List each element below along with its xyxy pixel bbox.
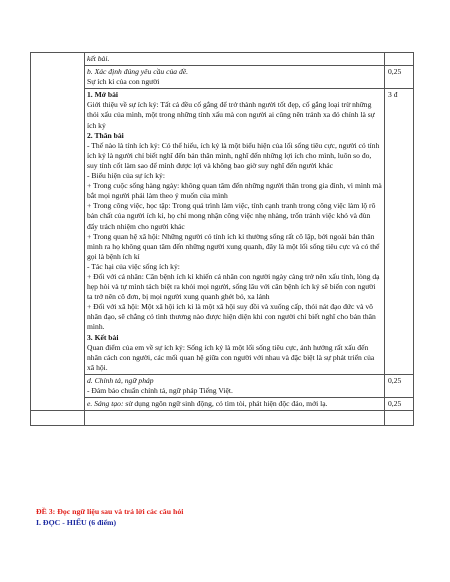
- table-row: [31, 89, 414, 375]
- table-row: [31, 66, 414, 89]
- exam-title: ĐỀ 3: Đọc ngữ liệu sau và trả lời các câu hỏi: [36, 507, 184, 516]
- score-e: 0,25: [385, 398, 414, 411]
- criterion-c: [85, 89, 385, 375]
- criterion-d-line: - Đảm bảo chuẩn chính tả, ngữ pháp Tiếng Việt.: [87, 386, 233, 395]
- empty-score-cell: [385, 53, 414, 66]
- paragraph-line: Giới thiệu về sự ích kỷ: Tất cả đều cố gắng để trở thành người tốt đẹp, cố gắng loại trừ những thói xấu của mình, một trong những tính xấu mà con người ai cũng nên tránh xa đó chính là sự ích kỷ: [87, 100, 375, 130]
- paragraph-line: - Biểu hiện của sự ích kỷ:: [87, 171, 165, 181]
- merged-left-cell: [31, 53, 85, 411]
- paragraph-line: + Trong công việc, học tập: Trong quá trình làm việc, tính cạnh tranh trong công việc làm lộ rõ bản chất của người ích kỉ, họ chỉ mong nhận công việc nhẹ nhàng, trốn tránh việc khó và đùn đẩy trách nhiệm cho người khác: [87, 201, 376, 231]
- empty-cell: [85, 411, 385, 426]
- section-heading: 2. Thân bài: [87, 130, 124, 140]
- table-row: [31, 374, 414, 397]
- paragraph-line: Quan điểm của em về sự ích kỷ: Sống ích kỷ là một lối sống tiêu cực, ảnh hưởng rất xấu đến nhân cách con người, các mối quan hệ giữa con người với nhau và đặc biệt là sự phát triển của xã hội.: [87, 342, 375, 372]
- criterion-d-title: d. Chính tả, ngữ pháp: [87, 375, 154, 385]
- table-row: [31, 398, 414, 411]
- criterion-e-line: sử dụng ngôn ngữ sinh động, có tìm tòi, phát hiện độc đáo, mới lạ.: [123, 399, 328, 409]
- paragraph-line: + Trong quan hệ xã hội: Những người có tính ích kỉ thường sống rất cô lập, bởi ngoài bản thân mình ra họ không quan tâm đến những người xung quanh, đây là một lối sống tiêu cực và có thể gọi là bệnh ích kỉ: [87, 231, 380, 261]
- criterion-b-title: b. Xác định đúng yêu cầu của đề.: [87, 67, 189, 77]
- paragraph-line: + Trong cuộc sống hàng ngày: không quan tâm đến những người thân trong gia đình, vì mình mà bắt mọi người phải làm theo ý muốn của mình: [87, 181, 382, 201]
- table-row: [31, 53, 414, 66]
- top-text: kết bài.: [85, 53, 385, 66]
- paragraph-line: - Thế nào là tính ích kỷ: Có thể hiểu, ích kỷ là một biểu hiện của lối sống tiêu cực, người có tính ích kỷ là người chỉ biết nghĩ đến bản thân mình, nghĩ đến những lợi ích cho mình, luôn so đo, suy tính cốt làm sao để mình được lợi và không bao giờ suy nghĩ đến người khác: [87, 140, 380, 170]
- criterion-b-line: Sự ích kỉ của con người: [87, 77, 160, 87]
- paragraph-line: + Đối với xã hội: Một xã hội ích kỉ là một xã hội suy đồi và xuống cấp, thói nát đạo đức và vô nhân đạo, sẽ chẳng có tình thương nào được hiện diện khi con người chỉ biết nghĩ cho bản thân mình.: [87, 302, 376, 332]
- paragraph-line: + Đối với cá nhân: Căn bệnh ích kỉ khiến cá nhân con người ngày càng trở nên xấu tính, lòng dạ hẹp hòi và tự mình tách biệt ra khỏi mọi người, sống lâu với căn bệnh ích kỷ sẽ biến con người ta trở nên cô đơn, bị mọi người xung quanh ghét bỏ, xa lánh: [87, 271, 380, 302]
- section-heading: 1. Mở bài: [87, 90, 118, 100]
- criterion-d: [85, 374, 385, 397]
- section-title: I. ĐỌC - HIỂU (6 điểm): [36, 517, 117, 527]
- table-row: [31, 411, 414, 426]
- paragraph-line: - Tác hại của việc sống ích kỷ:: [87, 261, 180, 271]
- criterion-e-title: e. Sáng tạo:: [87, 399, 124, 409]
- criterion-b: [85, 66, 385, 89]
- section-heading: 3. Kết bài: [87, 332, 119, 342]
- criterion-e: [85, 398, 385, 411]
- score-d: 0,25: [385, 374, 414, 397]
- empty-cell: [31, 411, 85, 426]
- grading-table: [30, 52, 414, 426]
- score-b: 0,25: [385, 66, 414, 89]
- next-exam-heading: [36, 507, 183, 529]
- empty-cell: [385, 411, 414, 426]
- score-c: 3 đ: [385, 89, 414, 375]
